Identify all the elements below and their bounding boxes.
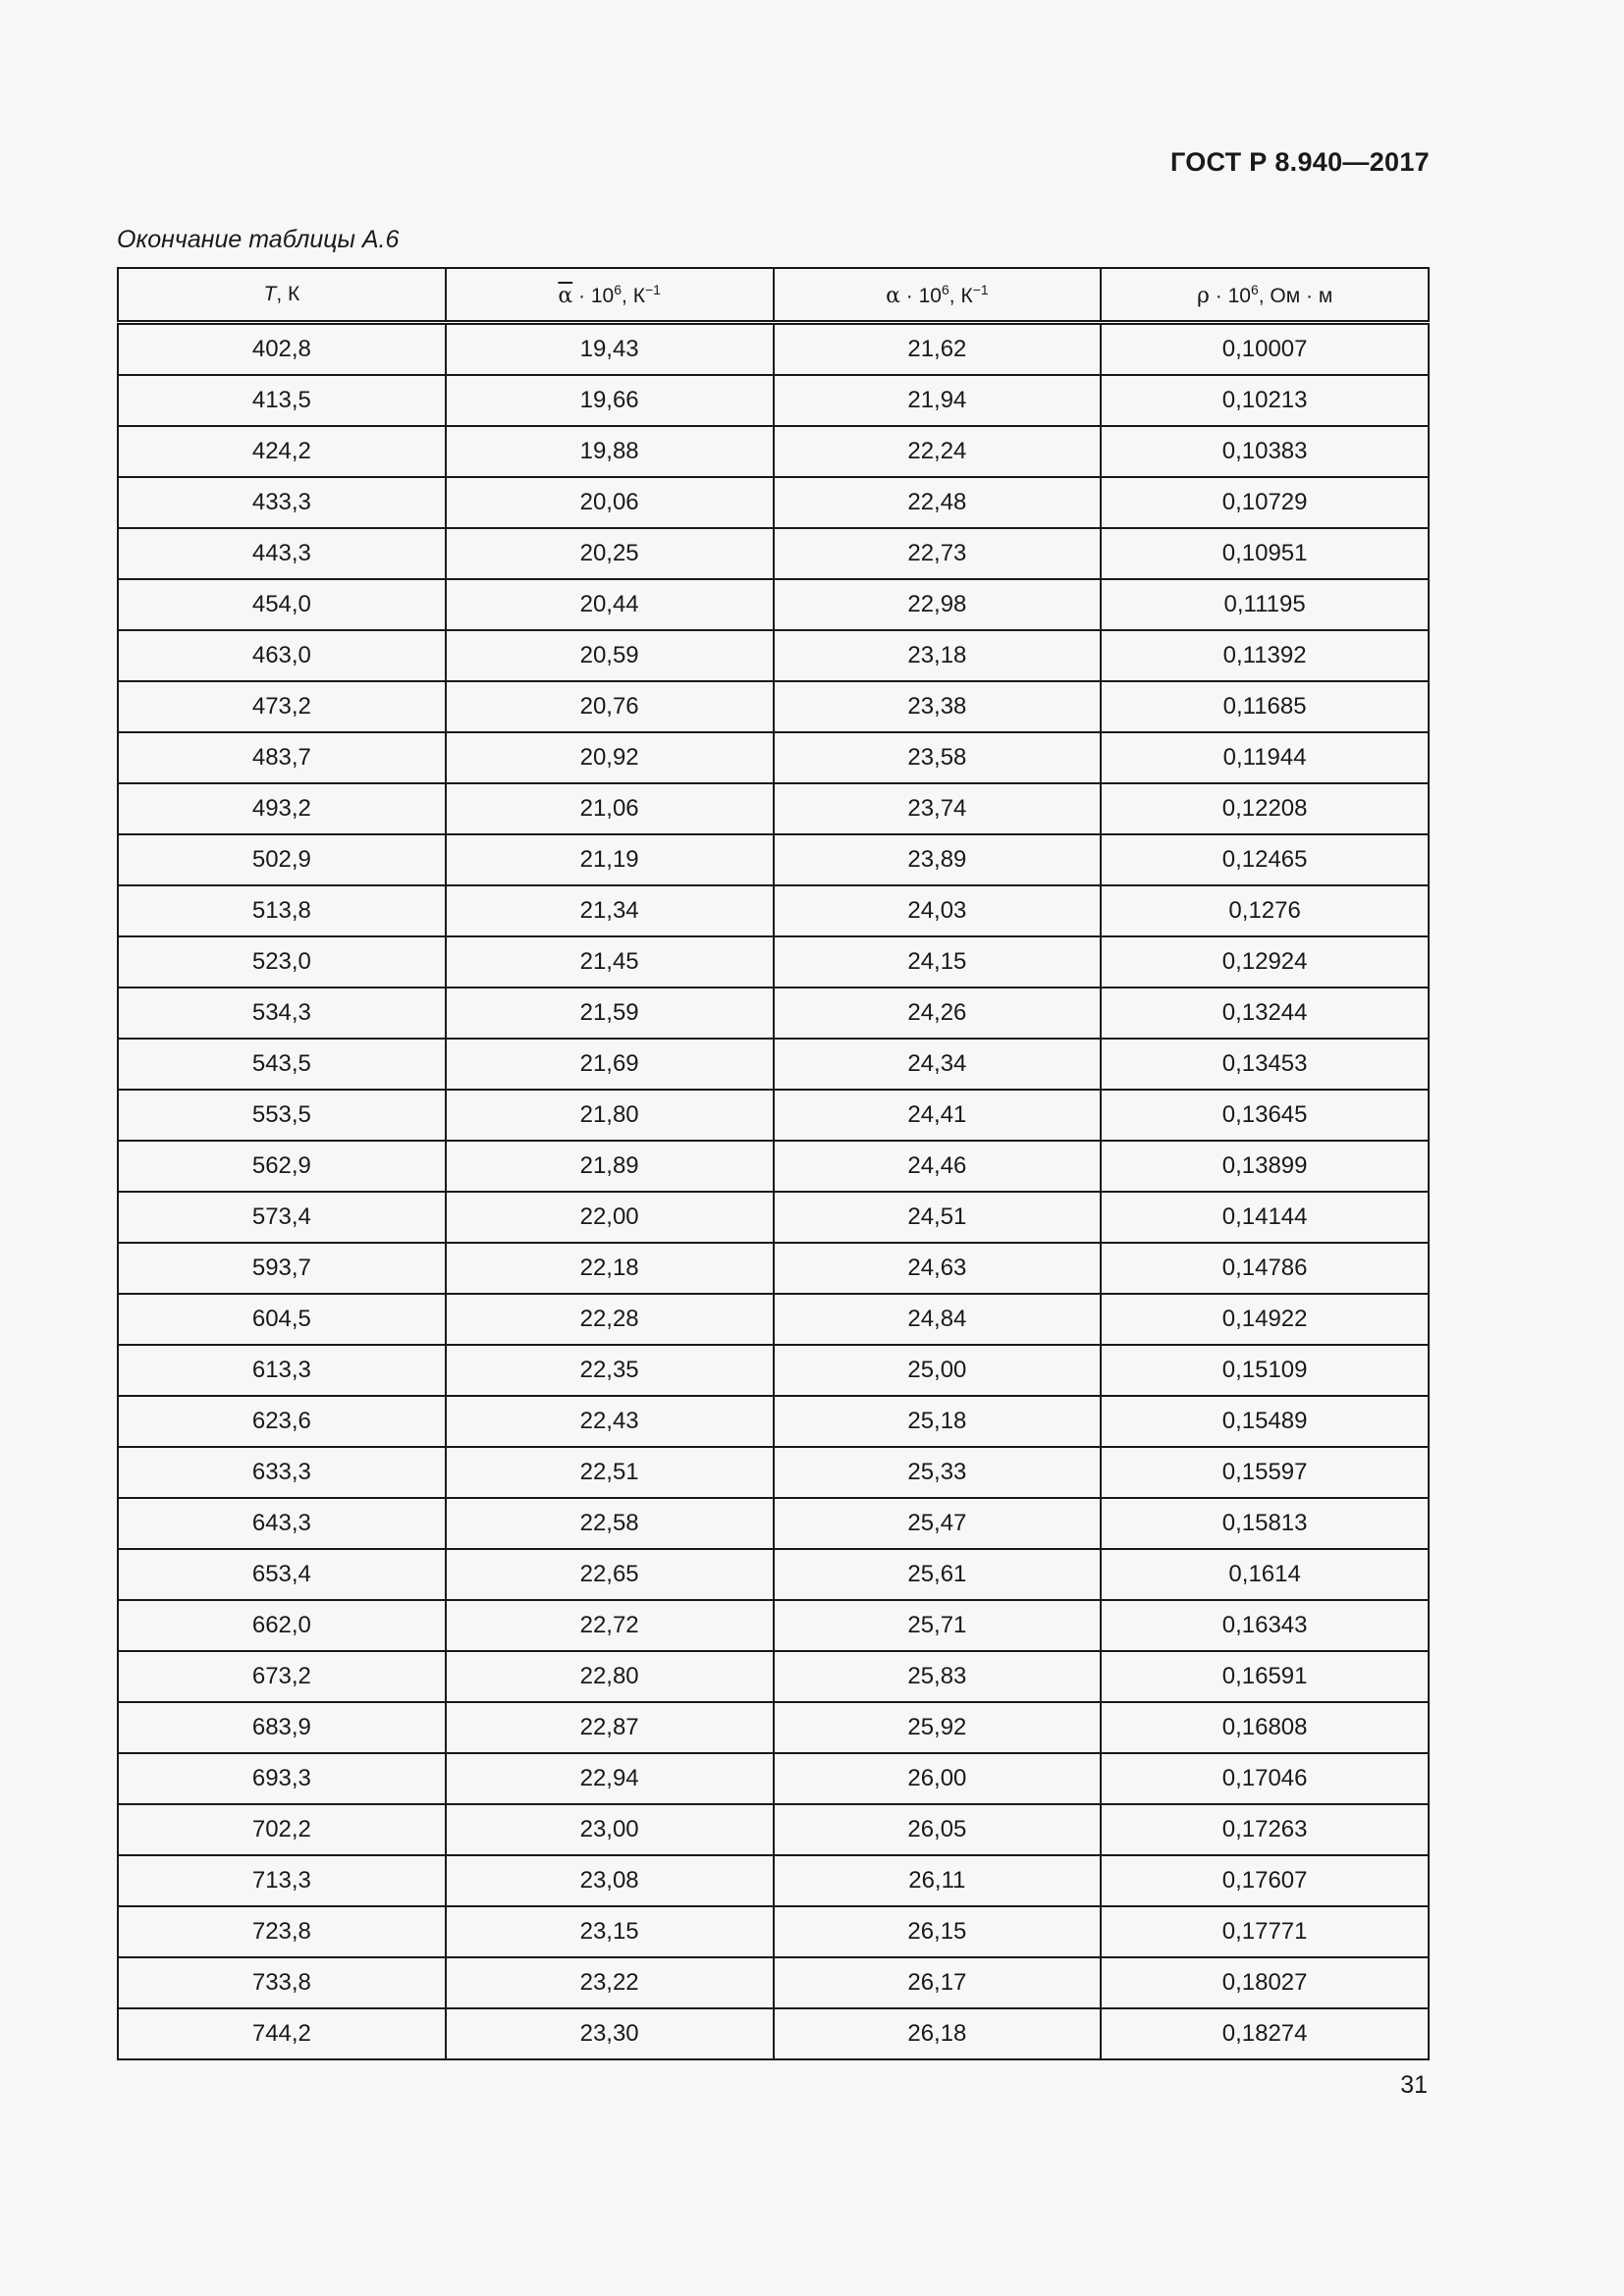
table-row xyxy=(118,477,1429,528)
cell-resistivity: 0,12208 xyxy=(1101,783,1429,834)
table-row xyxy=(118,681,1429,732)
cell-true-expansion: 24,15 xyxy=(774,936,1102,988)
table-row xyxy=(118,732,1429,783)
cell-temperature: 534,3 xyxy=(118,988,446,1039)
header-row xyxy=(118,268,1429,323)
table-row xyxy=(118,375,1429,426)
cell-temperature: 693,3 xyxy=(118,1753,446,1804)
cell-temperature: 424,2 xyxy=(118,426,446,477)
cell-mean-expansion: 20,06 xyxy=(446,477,774,528)
cell-mean-expansion: 22,65 xyxy=(446,1549,774,1600)
cell-true-expansion: 25,61 xyxy=(774,1549,1102,1600)
table-row xyxy=(118,1957,1429,2008)
cell-true-expansion: 25,00 xyxy=(774,1345,1102,1396)
symbol-alpha: α xyxy=(886,283,900,308)
cell-resistivity: 0,13899 xyxy=(1101,1141,1429,1192)
cell-temperature: 543,5 xyxy=(118,1039,446,1090)
cell-temperature: 613,3 xyxy=(118,1345,446,1396)
table-row xyxy=(118,1141,1429,1192)
cell-temperature: 643,3 xyxy=(118,1498,446,1549)
cell-temperature: 502,9 xyxy=(118,834,446,885)
cell-true-expansion: 24,34 xyxy=(774,1039,1102,1090)
table-row xyxy=(118,1549,1429,1600)
table-row xyxy=(118,936,1429,988)
cell-temperature: 633,3 xyxy=(118,1447,446,1498)
cell-mean-expansion: 23,00 xyxy=(446,1804,774,1855)
cell-temperature: 604,5 xyxy=(118,1294,446,1345)
table-row xyxy=(118,1753,1429,1804)
cell-mean-expansion: 23,22 xyxy=(446,1957,774,2008)
unit-exponent: −1 xyxy=(972,281,989,297)
cell-resistivity: 0,17046 xyxy=(1101,1753,1429,1804)
cell-mean-expansion: 21,69 xyxy=(446,1039,774,1090)
cell-resistivity: 0,18027 xyxy=(1101,1957,1429,2008)
table-caption: Окончание таблицы А.6 xyxy=(117,226,400,253)
cell-true-expansion: 23,89 xyxy=(774,834,1102,885)
table-header xyxy=(118,268,1429,323)
cell-temperature: 744,2 xyxy=(118,2008,446,2059)
cell-resistivity: 0,16808 xyxy=(1101,1702,1429,1753)
cell-resistivity: 0,13453 xyxy=(1101,1039,1429,1090)
cell-true-expansion: 25,71 xyxy=(774,1600,1102,1651)
cell-temperature: 723,8 xyxy=(118,1906,446,1957)
table-row xyxy=(118,579,1429,630)
cell-resistivity: 0,14786 xyxy=(1101,1243,1429,1294)
cell-resistivity: 0,1614 xyxy=(1101,1549,1429,1600)
cell-temperature: 573,4 xyxy=(118,1192,446,1243)
table-row xyxy=(118,988,1429,1039)
cell-temperature: 413,5 xyxy=(118,375,446,426)
table-row xyxy=(118,1090,1429,1141)
table-row xyxy=(118,528,1429,579)
exponent: 6 xyxy=(1250,281,1259,297)
symbol-alpha-bar: $\overline{\alpha}$ xyxy=(558,283,573,308)
cell-true-expansion: 23,58 xyxy=(774,732,1102,783)
cell-true-expansion: 21,94 xyxy=(774,375,1102,426)
cell-resistivity: 0,17607 xyxy=(1101,1855,1429,1906)
table-row xyxy=(118,1447,1429,1498)
page-number: 31 xyxy=(1400,2071,1428,2099)
exponent: 6 xyxy=(614,281,623,297)
cell-resistivity: 0,15489 xyxy=(1101,1396,1429,1447)
cell-mean-expansion: 20,92 xyxy=(446,732,774,783)
cell-mean-expansion: 22,43 xyxy=(446,1396,774,1447)
cell-resistivity: 0,15109 xyxy=(1101,1345,1429,1396)
cell-mean-expansion: 21,45 xyxy=(446,936,774,988)
cell-resistivity: 0,10213 xyxy=(1101,375,1429,426)
cell-resistivity: 0,11685 xyxy=(1101,681,1429,732)
cell-resistivity: 0,1276 xyxy=(1101,885,1429,936)
cell-mean-expansion: 22,28 xyxy=(446,1294,774,1345)
cell-mean-expansion: 19,88 xyxy=(446,426,774,477)
cell-true-expansion: 25,92 xyxy=(774,1702,1102,1753)
multiplier: · 10 xyxy=(899,284,942,307)
cell-resistivity: 0,13244 xyxy=(1101,988,1429,1039)
symbol-t: T xyxy=(263,283,277,305)
cell-true-expansion: 26,00 xyxy=(774,1753,1102,1804)
cell-temperature: 473,2 xyxy=(118,681,446,732)
table-row xyxy=(118,1243,1429,1294)
table-row xyxy=(118,1906,1429,1957)
table-row xyxy=(118,1600,1429,1651)
cell-true-expansion: 25,83 xyxy=(774,1651,1102,1702)
cell-resistivity: 0,11195 xyxy=(1101,579,1429,630)
cell-true-expansion: 22,98 xyxy=(774,579,1102,630)
cell-temperature: 553,5 xyxy=(118,1090,446,1141)
cell-true-expansion: 24,41 xyxy=(774,1090,1102,1141)
cell-true-expansion: 24,26 xyxy=(774,988,1102,1039)
cell-resistivity: 0,16591 xyxy=(1101,1651,1429,1702)
data-table xyxy=(117,267,1430,2060)
cell-mean-expansion: 23,15 xyxy=(446,1906,774,1957)
cell-true-expansion: 24,51 xyxy=(774,1192,1102,1243)
cell-true-expansion: 26,15 xyxy=(774,1906,1102,1957)
table-row xyxy=(118,1294,1429,1345)
table-row xyxy=(118,426,1429,477)
unit: , К xyxy=(948,284,973,307)
unit: , К xyxy=(622,284,645,307)
table-row xyxy=(118,1855,1429,1906)
cell-true-expansion: 24,03 xyxy=(774,885,1102,936)
cell-mean-expansion: 20,25 xyxy=(446,528,774,579)
cell-true-expansion: 25,33 xyxy=(774,1447,1102,1498)
cell-true-expansion: 26,17 xyxy=(774,1957,1102,2008)
cell-mean-expansion: 21,89 xyxy=(446,1141,774,1192)
cell-mean-expansion: 20,76 xyxy=(446,681,774,732)
multiplier: · 10 xyxy=(1209,284,1251,307)
cell-resistivity: 0,12465 xyxy=(1101,834,1429,885)
cell-true-expansion: 22,24 xyxy=(774,426,1102,477)
cell-temperature: 653,4 xyxy=(118,1549,446,1600)
column-header-mean-expansion xyxy=(446,268,774,323)
table-row xyxy=(118,1345,1429,1396)
cell-mean-expansion: 19,43 xyxy=(446,323,774,376)
table-row xyxy=(118,885,1429,936)
table-row xyxy=(118,1651,1429,1702)
cell-resistivity: 0,12924 xyxy=(1101,936,1429,988)
cell-temperature: 702,2 xyxy=(118,1804,446,1855)
table-row xyxy=(118,323,1429,376)
cell-temperature: 593,7 xyxy=(118,1243,446,1294)
cell-resistivity: 0,16343 xyxy=(1101,1600,1429,1651)
cell-true-expansion: 26,11 xyxy=(774,1855,1102,1906)
cell-temperature: 513,8 xyxy=(118,885,446,936)
cell-temperature: 662,0 xyxy=(118,1600,446,1651)
cell-temperature: 713,3 xyxy=(118,1855,446,1906)
cell-mean-expansion: 22,80 xyxy=(446,1651,774,1702)
table-row xyxy=(118,1498,1429,1549)
cell-temperature: 402,8 xyxy=(118,323,446,376)
cell-mean-expansion: 22,35 xyxy=(446,1345,774,1396)
table-row xyxy=(118,1396,1429,1447)
column-header-resistivity xyxy=(1101,268,1429,323)
cell-resistivity: 0,17263 xyxy=(1101,1804,1429,1855)
cell-temperature: 673,2 xyxy=(118,1651,446,1702)
cell-resistivity: 0,10729 xyxy=(1101,477,1429,528)
cell-temperature: 623,6 xyxy=(118,1396,446,1447)
cell-mean-expansion: 22,18 xyxy=(446,1243,774,1294)
cell-mean-expansion: 22,94 xyxy=(446,1753,774,1804)
cell-mean-expansion: 19,66 xyxy=(446,375,774,426)
cell-resistivity: 0,10383 xyxy=(1101,426,1429,477)
column-header-true-expansion xyxy=(774,268,1102,323)
exponent: 6 xyxy=(941,281,949,297)
cell-true-expansion: 23,18 xyxy=(774,630,1102,681)
cell-true-expansion: 22,73 xyxy=(774,528,1102,579)
cell-mean-expansion: 21,59 xyxy=(446,988,774,1039)
cell-temperature: 463,0 xyxy=(118,630,446,681)
cell-resistivity: 0,11392 xyxy=(1101,630,1429,681)
column-header-temperature xyxy=(118,268,446,323)
cell-resistivity: 0,10007 xyxy=(1101,323,1429,376)
cell-true-expansion: 24,46 xyxy=(774,1141,1102,1192)
cell-temperature: 562,9 xyxy=(118,1141,446,1192)
cell-resistivity: 0,18274 xyxy=(1101,2008,1429,2059)
cell-resistivity: 0,15597 xyxy=(1101,1447,1429,1498)
cell-true-expansion: 22,48 xyxy=(774,477,1102,528)
cell-true-expansion: 26,18 xyxy=(774,2008,1102,2059)
cell-mean-expansion: 20,44 xyxy=(446,579,774,630)
cell-mean-expansion: 22,87 xyxy=(446,1702,774,1753)
cell-mean-expansion: 23,08 xyxy=(446,1855,774,1906)
cell-mean-expansion: 22,00 xyxy=(446,1192,774,1243)
cell-mean-expansion: 22,51 xyxy=(446,1447,774,1498)
cell-mean-expansion: 20,59 xyxy=(446,630,774,681)
table-row xyxy=(118,834,1429,885)
cell-resistivity: 0,13645 xyxy=(1101,1090,1429,1141)
cell-resistivity: 0,14144 xyxy=(1101,1192,1429,1243)
cell-true-expansion: 23,74 xyxy=(774,783,1102,834)
multiplier: · 10 xyxy=(572,284,615,307)
cell-true-expansion: 26,05 xyxy=(774,1804,1102,1855)
table-row xyxy=(118,1039,1429,1090)
cell-mean-expansion: 21,34 xyxy=(446,885,774,936)
cell-true-expansion: 24,63 xyxy=(774,1243,1102,1294)
cell-resistivity: 0,10951 xyxy=(1101,528,1429,579)
cell-temperature: 523,0 xyxy=(118,936,446,988)
cell-temperature: 483,7 xyxy=(118,732,446,783)
cell-mean-expansion: 23,30 xyxy=(446,2008,774,2059)
cell-temperature: 493,2 xyxy=(118,783,446,834)
symbol-rho: ρ xyxy=(1196,283,1210,308)
unit: , Ом · м xyxy=(1258,284,1333,307)
cell-true-expansion: 21,62 xyxy=(774,323,1102,376)
table-row xyxy=(118,1192,1429,1243)
cell-temperature: 433,3 xyxy=(118,477,446,528)
table-row xyxy=(118,1804,1429,1855)
cell-true-expansion: 25,18 xyxy=(774,1396,1102,1447)
cell-temperature: 733,8 xyxy=(118,1957,446,2008)
cell-temperature: 683,9 xyxy=(118,1702,446,1753)
unit-kelvin: , К xyxy=(276,283,300,305)
table-row xyxy=(118,1702,1429,1753)
table-row xyxy=(118,2008,1429,2059)
cell-resistivity: 0,11944 xyxy=(1101,732,1429,783)
document-code: ГОСТ Р 8.940—2017 xyxy=(1169,147,1430,177)
cell-true-expansion: 23,38 xyxy=(774,681,1102,732)
cell-resistivity: 0,15813 xyxy=(1101,1498,1429,1549)
table-body xyxy=(118,323,1429,2060)
table-row xyxy=(118,783,1429,834)
table-row xyxy=(118,630,1429,681)
cell-mean-expansion: 22,58 xyxy=(446,1498,774,1549)
cell-mean-expansion: 21,19 xyxy=(446,834,774,885)
cell-mean-expansion: 21,06 xyxy=(446,783,774,834)
cell-mean-expansion: 21,80 xyxy=(446,1090,774,1141)
cell-temperature: 454,0 xyxy=(118,579,446,630)
cell-resistivity: 0,14922 xyxy=(1101,1294,1429,1345)
cell-true-expansion: 24,84 xyxy=(774,1294,1102,1345)
unit-exponent: −1 xyxy=(644,281,661,297)
cell-temperature: 443,3 xyxy=(118,528,446,579)
cell-mean-expansion: 22,72 xyxy=(446,1600,774,1651)
cell-true-expansion: 25,47 xyxy=(774,1498,1102,1549)
cell-resistivity: 0,17771 xyxy=(1101,1906,1429,1957)
